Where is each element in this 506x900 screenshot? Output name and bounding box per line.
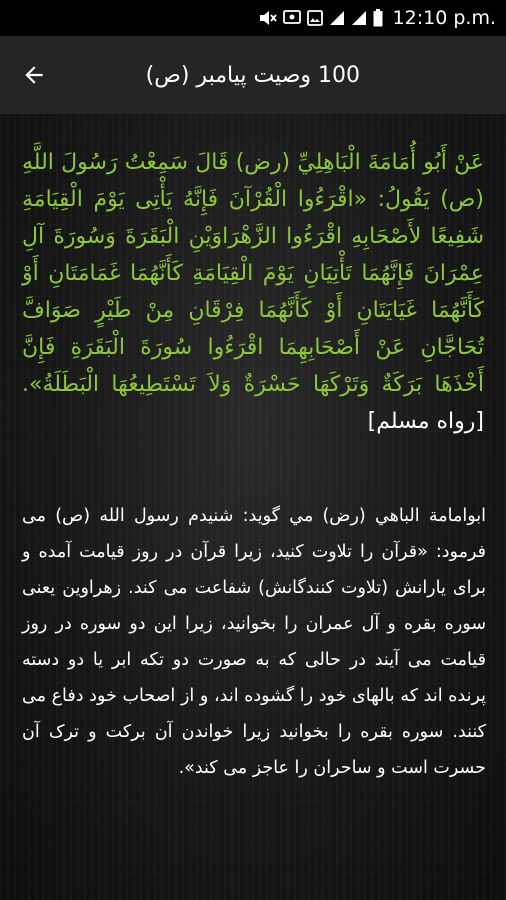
status-bar	[0, 0, 506, 36]
status-time: 12:10 p.m.	[392, 7, 496, 29]
cast-icon	[283, 8, 301, 28]
arrow-back-icon	[21, 62, 47, 88]
app-bar	[0, 36, 506, 114]
persian-translation-text: ابوامامة الباهي (رض) مي گويد: شنيدم رسول الله (ص) مى فرمود: «قرآن را تلاوت كنيد، زيرا قرآن در روز قيامت آمده و براى يارانش (تلاوت كنندگانش) شفاعت مى كند. زهراوين يعنى سوره بقره و آل عمران را بخوانيد، زيرا اين دو سوره در روز قيامت مى آيند در حالى كه به صورت دو تكه ابر يا دو دسته پرنده اند كه بالهاى خود را گشوده اند، و از اصحاب خود دفاع مى كنند. سوره بقره را بخوانيد زيرا خواندن آن بركت و ترک آن حسرت است و ساحران را عاجز مى كند».	[22, 506, 486, 778]
signal-icon	[329, 8, 345, 28]
arabic-hadith-text	[22, 144, 484, 440]
arabic-hadith-body: عَنْ أَبُو أُمَامَةَ الْبَاهِلِيِّ (رض) قَالَ سَمِعْتُ رَسُولَ اللَّهِ (ص) يَقُولُ: «اقْرَءُوا الْقُرْآنَ فَإِنَّهُ يَأْتِى يَوْمَ الْقِيَامَةِ شَفِيعًا لأَصْحَابِهِ اقْرَءُوا الزَّهْرَاوَيْنِ الْبَقَرَةَ وَسُورَةَ آلِ عِمْرَانَ فَإِنَّهُمَا تَأْتِيَانِ يَوْمَ الْقِيَامَةِ كَأَنَّهُمَا غَمَامَتَانِ أَوْ كَأَنَّهُمَا غَيَايَتَانِ أَوْ كَأَنَّهُمَا فِرْقَانِ مِنْ طَيْرٍ صَوَافَّ تُحَاجَّانِ عَنْ أَصْحَابِهِمَا اقْرَءُوا سُورَةَ الْبَقَرَةِ فَإِنَّ أَخْذَهَا بَرَكَةٌ وَتَرْكَهَا حَسْرَةٌ وَلاَ تَسْتَطِيعُهَا الْبَطَلَةُ».	[22, 150, 484, 397]
hadith-reference: [رواه مسلم]	[367, 409, 484, 434]
image-icon	[307, 8, 323, 28]
mute-icon	[259, 8, 277, 28]
battery-icon	[373, 8, 383, 28]
signal-icon	[351, 8, 367, 28]
hadith-content	[0, 114, 506, 900]
page-title: 100 وصيت پيامبر (ص)	[145, 62, 360, 88]
back-button[interactable]	[14, 55, 54, 95]
